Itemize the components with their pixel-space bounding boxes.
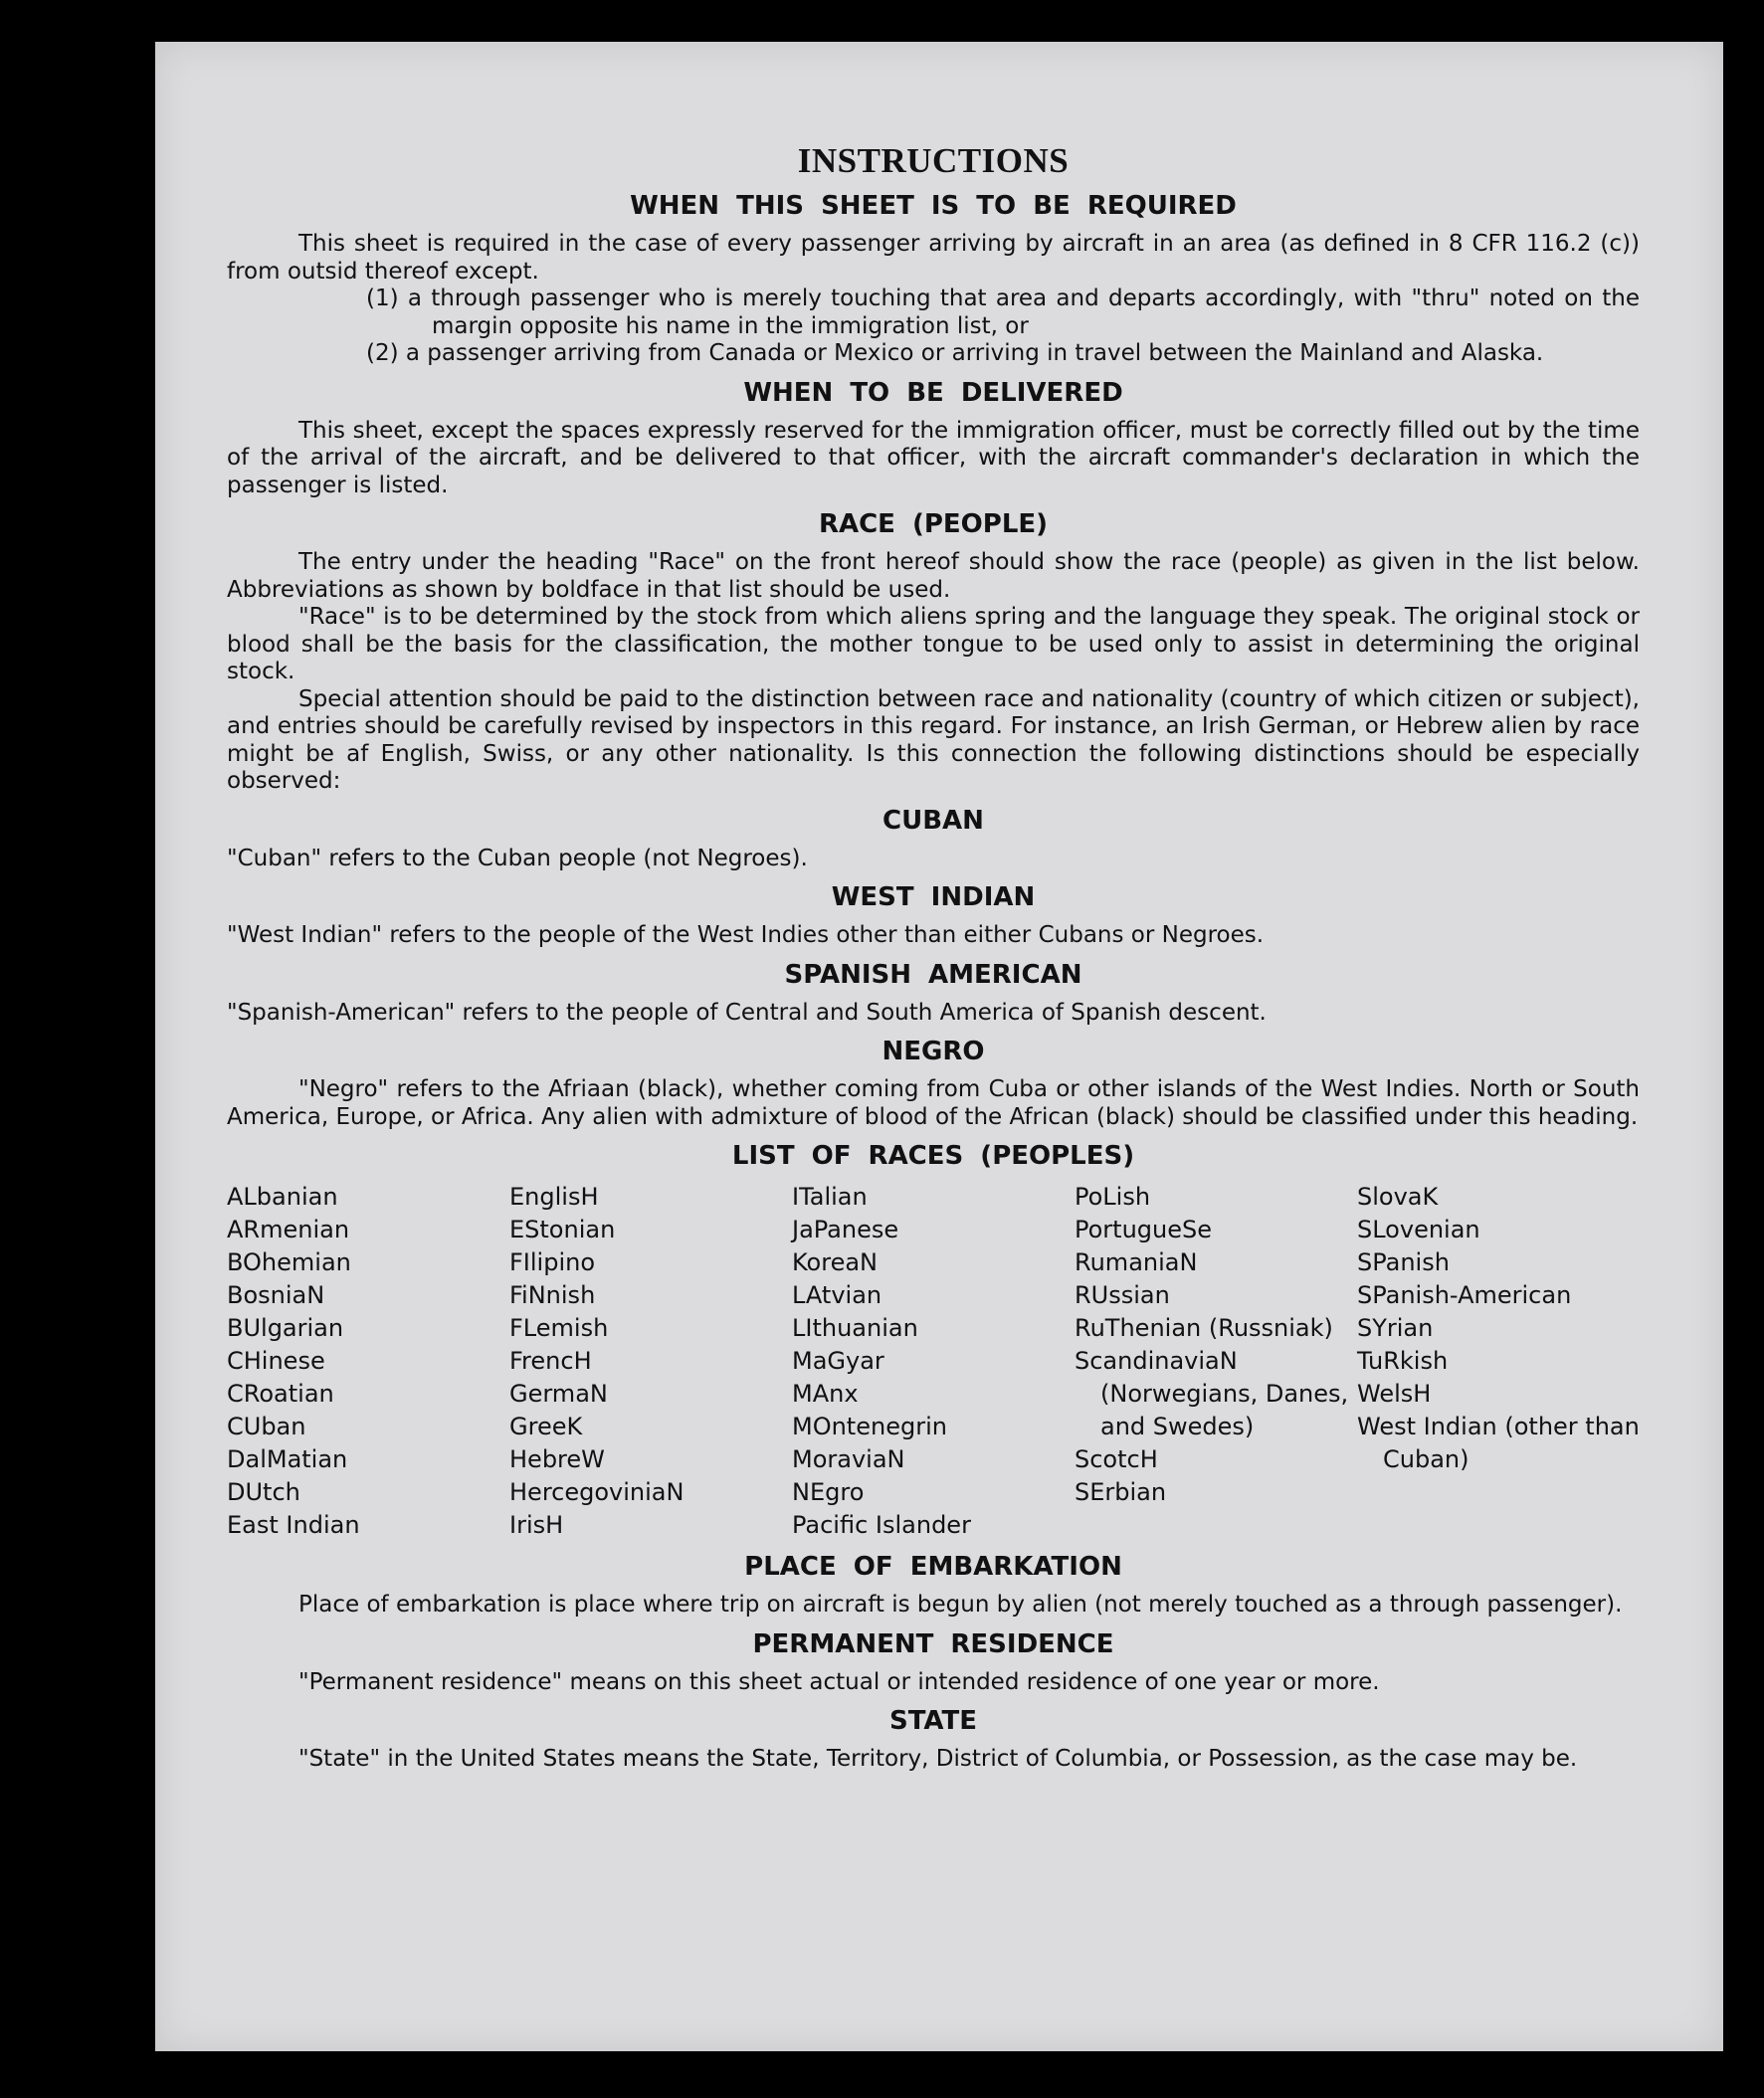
list-item: RUssian — [1075, 1281, 1170, 1309]
race-column-2 — [509, 1181, 792, 1542]
paragraph-state: "State" in the United States means the State, Territory, District of Columbia, or Possession, as the case may be. — [298, 1746, 1578, 1772]
paragraph-place-of-embarkation: Place of embarkation is place where trip on aircraft is begun by alien (not merely touched as a through passenger). — [298, 1592, 1623, 1618]
list-item-exception-1: (1) a through passenger who is merely touching that area and departs accordingly, with "thru" noted on the margin opposite his name in the immigration list, or — [366, 286, 1640, 339]
document-content — [227, 141, 1640, 1774]
paragraph-permanent-residence: "Permanent residence" means on this sheet actual or intended residence of one year or more. — [298, 1668, 1380, 1695]
list-item: SErbian — [1075, 1478, 1167, 1506]
heading-negro: NEGRO — [882, 1037, 985, 1066]
list-item: ITalian — [792, 1183, 868, 1211]
list-item: CHinese — [227, 1347, 325, 1375]
list-item: BUlgarian — [227, 1314, 344, 1342]
list-item: CRoatian — [227, 1380, 334, 1408]
race-column-5 — [1357, 1181, 1640, 1542]
heading-permanent-residence: PERMANENT RESIDENCE — [752, 1628, 1114, 1659]
list-item: FrencH — [509, 1347, 592, 1375]
list-item: MOntenegrin — [792, 1413, 947, 1440]
list-item: ARmenian — [227, 1216, 350, 1243]
list-item: SPanish — [1357, 1248, 1450, 1276]
heading-spanish-american: SPANISH AMERICAN — [784, 959, 1082, 990]
list-item-exception-2: (2) a passenger arriving from Canada or Mexico or arriving in travel between the Mainland and Alaska. — [366, 340, 1544, 366]
heading-race: RACE (PEOPLE) — [818, 509, 1049, 539]
heading-west-indian: WEST INDIAN — [831, 882, 1036, 912]
paragraph-race-3: Special attention should be paid to the distinction between race and nationality (country of which citizen or subject), and entries should be carefully revised by inspectors in this regard. For instance, an Irish German, or Hebrew alien by race might be af English, Swiss, or any other nationality. Is this connection the following distinctions should be especially observed: — [227, 685, 1640, 794]
paragraph-when-required: This sheet is required in the case of every passenger arriving by aircraft in an area (as defined in 8 CFR 116.2 (c)) from outsid thereof except. — [227, 231, 1640, 285]
list-item: East Indian — [227, 1511, 360, 1539]
list-item: RumaniaN — [1075, 1248, 1198, 1276]
heading-state: STATE — [888, 1706, 978, 1736]
list-item: ScotcH — [1075, 1445, 1158, 1473]
list-item: SPanish-American — [1357, 1281, 1572, 1309]
list-item: KoreaN — [792, 1248, 878, 1276]
list-item: LIthuanian — [792, 1314, 918, 1342]
list-item: IrisH — [509, 1511, 564, 1539]
list-item: BOhemian — [227, 1248, 351, 1276]
list-item: HercegoviniaN — [509, 1478, 685, 1506]
heading-when-required: WHEN THIS SHEET IS TO BE REQUIRED — [630, 191, 1237, 221]
list-item: ALbanian — [227, 1183, 338, 1211]
list-item: GreeK — [509, 1413, 583, 1440]
heading-place-of-embarkation: PLACE OF EMBARKATION — [744, 1552, 1122, 1582]
list-item: GermaN — [509, 1380, 608, 1408]
paragraph-race-2: "Race" is to be determined by the stock from which aliens spring and the language they speak. The original stock or blood shall be the basis for the classification, the mother tongue to be used only to assist in determining the original stock. — [227, 604, 1640, 684]
list-item: FLemish — [509, 1314, 609, 1342]
paragraph-race-1: The entry under the heading "Race" on the front hereof should show the race (people) as given in the list below. Abbreviations as shown by boldface in that list should be used. — [227, 549, 1640, 603]
list-item: NEgro — [792, 1478, 865, 1506]
paragraph-west-indian: "West Indian" refers to the people of the West Indies other than either Cubans or Negroes. — [227, 922, 1265, 948]
list-item: TuRkish — [1357, 1347, 1449, 1375]
list-item: BosniaN — [227, 1281, 325, 1309]
heading-list-of-races: LIST OF RACES (PEOPLES) — [731, 1141, 1135, 1171]
race-column-1 — [227, 1181, 509, 1542]
heading-when-delivered: WHEN TO BE DELIVERED — [743, 377, 1123, 408]
list-item: MAnx — [792, 1380, 859, 1408]
list-item: SlovaK — [1357, 1183, 1439, 1211]
list-item: DalMatian — [227, 1445, 348, 1473]
list-item: LAtvian — [792, 1281, 882, 1309]
list-item: SLovenian — [1357, 1216, 1480, 1243]
document-sheet — [155, 42, 1723, 2051]
paragraph-cuban: "Cuban" refers to the Cuban people (not Negroes). — [227, 845, 808, 871]
list-item: CUban — [227, 1413, 306, 1440]
list-item: MaGyar — [792, 1347, 884, 1375]
list-item: EnglisH — [509, 1183, 599, 1211]
list-item: DUtch — [227, 1478, 300, 1506]
race-column-3 — [792, 1181, 1075, 1542]
list-item: HebreW — [509, 1445, 605, 1473]
list-item: SYrian — [1357, 1314, 1434, 1342]
list-item: ScandinaviaN (Norwegians, Danes, and Swedes) — [1075, 1347, 1349, 1440]
list-item: West Indian (other than Cuban) — [1357, 1413, 1640, 1473]
list-item: EStonian — [509, 1216, 616, 1243]
race-column-4 — [1075, 1181, 1357, 1542]
paragraph-negro: "Negro" refers to the Afriaan (black), whether coming from Cuba or other islands of the West Indies. North or South America, Europe, or Africa. Any alien with admixture of blood of the African (black) should be classified under this heading. — [227, 1076, 1640, 1130]
paragraph-when-delivered: This sheet, except the spaces expressly reserved for the immigration officer, must be correctly filled out by the time of the arrival of the aircraft, and be delivered to that officer, with the aircraft commander's declaration in which the passenger is listed. — [227, 417, 1640, 498]
list-item: RuThenian (Russniak) — [1075, 1314, 1333, 1342]
list-item: FiNnish — [509, 1281, 596, 1309]
paragraph-spanish-american: "Spanish-American" refers to the people of Central and South America of Spanish descent. — [227, 999, 1267, 1026]
page-title: INSTRUCTIONS — [797, 141, 1070, 180]
list-item: Pacific Islander — [792, 1511, 971, 1539]
race-list — [227, 1181, 1640, 1542]
list-item: FIlipino — [509, 1248, 596, 1276]
list-item: JaPanese — [792, 1216, 899, 1243]
list-item: PoLish — [1075, 1183, 1151, 1211]
heading-cuban: CUBAN — [882, 805, 984, 836]
list-item: MoraviaN — [792, 1445, 905, 1473]
list-item: PortugueSe — [1075, 1216, 1212, 1243]
list-item: WelsH — [1357, 1380, 1432, 1408]
